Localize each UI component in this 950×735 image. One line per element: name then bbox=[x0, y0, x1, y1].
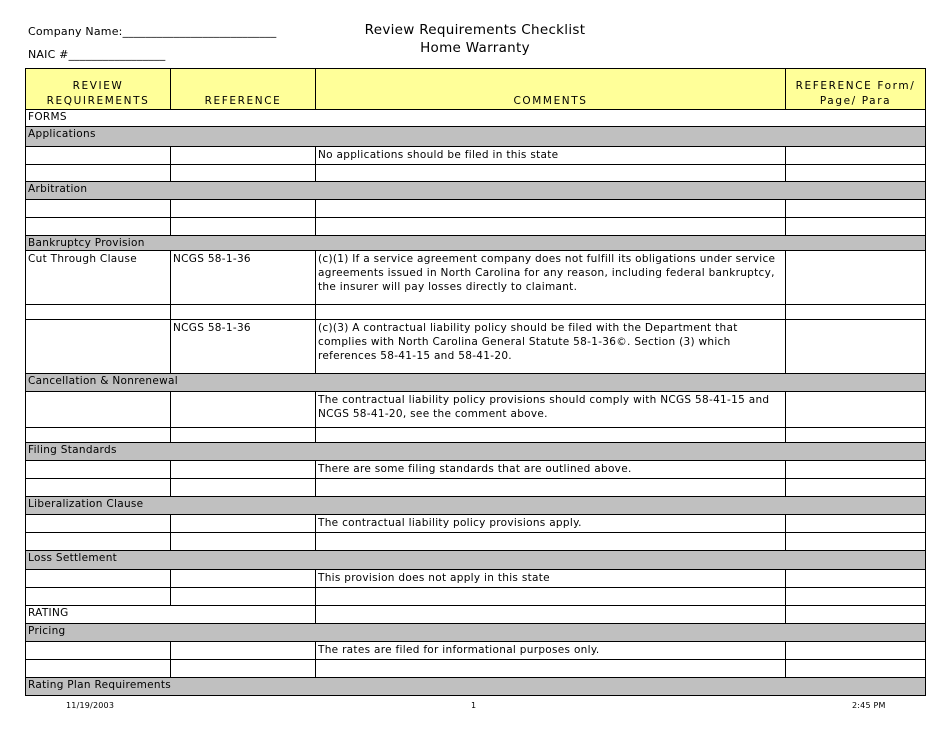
section-row-loss-settlement bbox=[26, 551, 926, 570]
naic-field: NAIC #_________________ bbox=[28, 48, 166, 61]
section-label: Filing Standards bbox=[26, 443, 926, 461]
column-header-review-requirements: REVIEW REQUIREMENTS bbox=[26, 69, 171, 110]
table-row bbox=[26, 642, 926, 660]
table-row bbox=[26, 588, 926, 606]
table-row bbox=[26, 200, 926, 218]
reference-cell: NCGS 58-1-36 bbox=[171, 251, 316, 305]
table-row bbox=[26, 320, 926, 374]
reference-cell bbox=[171, 392, 316, 428]
section-label: Cancellation & Nonrenewal bbox=[26, 374, 926, 392]
section-row-arbitration bbox=[26, 182, 926, 200]
section-label: Arbitration bbox=[26, 182, 926, 200]
comment-cell: (c)(1) If a service agreement company does not fulfill its obligations under service agreements issued in North Carolina for any reason, including federal bankruptcy, the insurer will pay losses directly to claimant. bbox=[316, 251, 786, 305]
column-header-reference-form: REFERENCE Form/ Page/ Para bbox=[786, 69, 926, 110]
ref-form-cell bbox=[786, 642, 926, 660]
table-row bbox=[26, 660, 926, 678]
table-row bbox=[26, 570, 926, 588]
section-label: Applications bbox=[26, 127, 926, 147]
table-row bbox=[26, 461, 926, 479]
section-row-cancellation bbox=[26, 374, 926, 392]
requirement-cell bbox=[26, 515, 171, 533]
ref-form-cell bbox=[786, 461, 926, 479]
table-row bbox=[26, 305, 926, 320]
reference-cell bbox=[171, 147, 316, 165]
section-row-rating bbox=[26, 606, 926, 624]
footer-date: 11/19/2003 bbox=[66, 701, 115, 710]
section-row-pricing bbox=[26, 624, 926, 642]
table-row bbox=[26, 165, 926, 182]
section-row-applications bbox=[26, 127, 926, 147]
comment-cell: There are some filing standards that are outlined above. bbox=[316, 461, 786, 479]
requirement-cell bbox=[26, 461, 171, 479]
section-row-filing-standards bbox=[26, 443, 926, 461]
comment-cell: (c)(3) A contractual liability policy should be filed with the Department that complies with North Carolina General Statute 58-1-36©. Section (3) which references 58-41-15 and 58-41-20. bbox=[316, 320, 786, 374]
column-header-row bbox=[26, 69, 926, 110]
footer-time: 2:45 PM bbox=[852, 701, 886, 710]
section-label: Bankruptcy Provision bbox=[26, 236, 926, 251]
ref-form-cell bbox=[786, 570, 926, 588]
table-row bbox=[26, 147, 926, 165]
comment-cell: The contractual liability policy provisions apply. bbox=[316, 515, 786, 533]
reference-cell bbox=[171, 461, 316, 479]
requirement-cell bbox=[26, 570, 171, 588]
table-row bbox=[26, 515, 926, 533]
page-title: Review Requirements Checklist bbox=[364, 22, 586, 38]
table-row bbox=[26, 218, 926, 236]
ref-form-cell bbox=[786, 147, 926, 165]
reference-cell bbox=[171, 515, 316, 533]
section-label: Rating Plan Requirements bbox=[26, 678, 926, 696]
reference-cell bbox=[171, 642, 316, 660]
reference-cell bbox=[171, 570, 316, 588]
reference-cell: NCGS 58-1-36 bbox=[171, 320, 316, 374]
table-row bbox=[26, 533, 926, 551]
section-row-liberalization bbox=[26, 497, 926, 515]
table-row bbox=[26, 479, 926, 497]
table-row bbox=[26, 392, 926, 428]
section-label: Pricing bbox=[26, 624, 926, 642]
footer-page-number: 1 bbox=[471, 701, 477, 710]
requirement-cell bbox=[26, 320, 171, 374]
comment-cell: The rates are filed for informational purposes only. bbox=[316, 642, 786, 660]
comment-cell: This provision does not apply in this state bbox=[316, 570, 786, 588]
requirement-cell bbox=[26, 642, 171, 660]
requirement-cell bbox=[26, 147, 171, 165]
requirement-cell: Cut Through Clause bbox=[26, 251, 171, 305]
company-name-field: Company Name:___________________________ bbox=[28, 25, 277, 38]
section-row-bankruptcy bbox=[26, 236, 926, 251]
page-subtitle: Home Warranty bbox=[420, 40, 530, 56]
section-label: FORMS bbox=[26, 110, 926, 127]
comment-cell: No applications should be filed in this state bbox=[316, 147, 786, 165]
table-row bbox=[26, 251, 926, 305]
column-header-reference: REFERENCE bbox=[171, 69, 316, 110]
ref-form-cell bbox=[786, 392, 926, 428]
column-header-comments: COMMENTS bbox=[316, 69, 786, 110]
requirement-cell bbox=[26, 392, 171, 428]
section-row-forms bbox=[26, 110, 926, 127]
ref-form-cell bbox=[786, 320, 926, 374]
section-label: Liberalization Clause bbox=[26, 497, 926, 515]
section-label: Loss Settlement bbox=[26, 551, 926, 570]
table-row bbox=[26, 428, 926, 443]
section-label: RATING bbox=[26, 606, 316, 624]
checklist-table bbox=[25, 68, 926, 696]
section-row-rating-plan bbox=[26, 678, 926, 696]
ref-form-cell bbox=[786, 251, 926, 305]
ref-form-cell bbox=[786, 515, 926, 533]
comment-cell: The contractual liability policy provisions should comply with NCGS 58-41-15 and NCGS 58-41-20, see the comment above. bbox=[316, 392, 786, 428]
